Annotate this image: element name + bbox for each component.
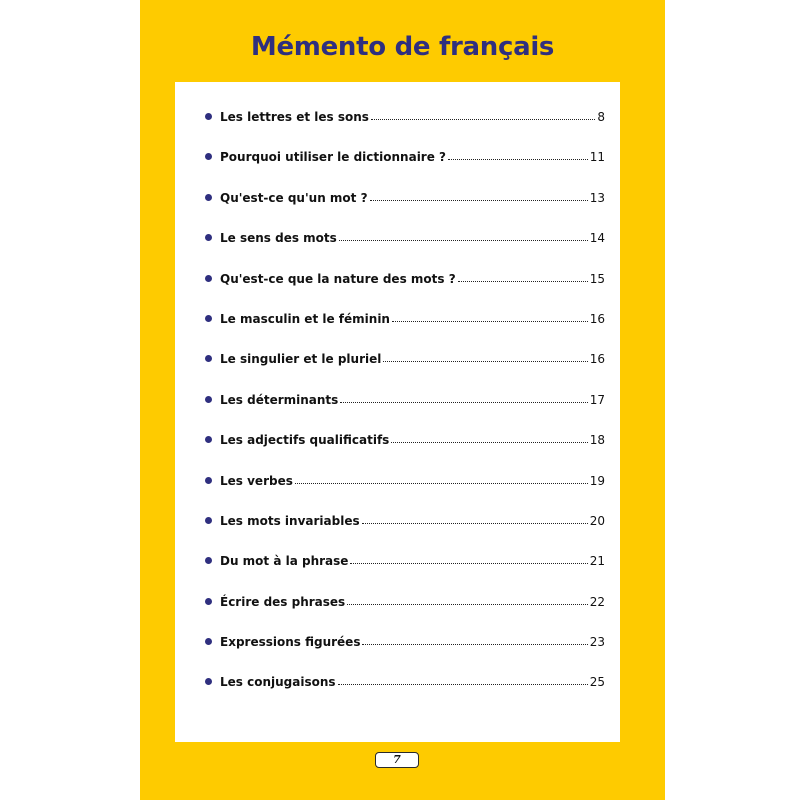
toc-entry-label: Qu'est-ce qu'un mot ? — [220, 190, 368, 205]
toc-entry — [205, 675, 605, 715]
dot-leader — [392, 320, 588, 322]
toc-entry-page: 11 — [589, 150, 605, 165]
book-page — [140, 0, 665, 800]
bullet-icon — [205, 396, 212, 403]
toc-entry — [205, 595, 605, 635]
bullet-icon — [205, 153, 212, 160]
toc-entry-label: Qu'est-ce que la nature des mots ? — [220, 271, 456, 286]
page-title: Mémento de français — [250, 32, 555, 62]
toc-entry-label: Du mot à la phrase — [220, 554, 349, 569]
bullet-icon — [205, 194, 212, 201]
toc-entry — [205, 231, 605, 271]
dot-leader — [340, 401, 587, 403]
toc-entry-page: 18 — [589, 433, 605, 448]
table-of-contents — [205, 110, 605, 716]
bullet-icon — [205, 275, 212, 282]
toc-entry — [205, 110, 605, 150]
bullet-icon — [205, 113, 212, 120]
toc-entry-page: 15 — [589, 271, 605, 286]
toc-entry-label: Les conjugaisons — [220, 675, 336, 690]
toc-entry-label: Le sens des mots — [220, 231, 337, 246]
bullet-icon — [205, 598, 212, 605]
toc-entry-page: 14 — [589, 231, 605, 246]
bullet-icon — [205, 477, 212, 484]
toc-entry-label: Écrire des phrases — [220, 594, 346, 609]
toc-entry-label: Le singulier et le pluriel — [220, 352, 382, 367]
toc-entry-label: Les verbes — [220, 473, 293, 488]
dot-leader — [448, 158, 588, 160]
toc-entry — [205, 474, 605, 514]
bullet-icon — [205, 557, 212, 564]
table-of-contents-panel — [175, 82, 620, 742]
toc-entry — [205, 635, 605, 675]
toc-entry-label: Le masculin et le féminin — [220, 311, 390, 326]
toc-entry — [205, 312, 605, 352]
bullet-icon — [205, 315, 212, 322]
toc-entry — [205, 150, 605, 190]
dot-leader — [347, 603, 588, 605]
bullet-icon — [205, 436, 212, 443]
bullet-icon — [205, 234, 212, 241]
toc-entry-label: Expressions figurées — [220, 635, 361, 650]
toc-entry-label: Les déterminants — [220, 392, 339, 407]
dot-leader — [370, 199, 588, 201]
bullet-icon — [205, 638, 212, 645]
dot-leader — [362, 522, 588, 524]
toc-entry-label: Les adjectifs qualificatifs — [220, 433, 390, 448]
toc-entry — [205, 554, 605, 594]
toc-entry-page: 8 — [597, 110, 605, 124]
dot-leader — [295, 482, 588, 484]
bullet-icon — [205, 678, 212, 685]
dot-leader — [338, 683, 588, 685]
dot-leader — [391, 441, 587, 443]
toc-entry-page: 25 — [589, 675, 605, 690]
dot-leader — [339, 239, 588, 241]
toc-entry-page: 16 — [589, 352, 605, 367]
toc-entry — [205, 393, 605, 433]
dot-leader — [371, 118, 595, 120]
page-number: 7 — [375, 752, 419, 768]
dot-leader — [362, 643, 587, 645]
toc-entry — [205, 352, 605, 392]
toc-entry-page: 13 — [589, 190, 605, 205]
toc-entry — [205, 514, 605, 554]
dot-leader — [458, 280, 588, 282]
toc-entry-page: 22 — [589, 594, 605, 609]
toc-entry — [205, 433, 605, 473]
toc-entry-page: 23 — [589, 635, 605, 650]
dot-leader — [350, 562, 587, 564]
toc-entry — [205, 272, 605, 312]
toc-entry-page: 20 — [589, 513, 605, 528]
toc-entry — [205, 191, 605, 231]
toc-entry-page: 17 — [589, 392, 605, 407]
toc-entry-label: Les mots invariables — [220, 513, 360, 528]
bullet-icon — [205, 517, 212, 524]
toc-entry-page: 19 — [589, 473, 605, 488]
toc-entry-page: 21 — [589, 554, 605, 569]
toc-entry-label: Pourquoi utiliser le dictionnaire ? — [220, 150, 446, 165]
bullet-icon — [205, 355, 212, 362]
toc-entry-label: Les lettres et les sons — [220, 110, 369, 124]
toc-entry-page: 16 — [589, 311, 605, 326]
dot-leader — [383, 360, 587, 362]
